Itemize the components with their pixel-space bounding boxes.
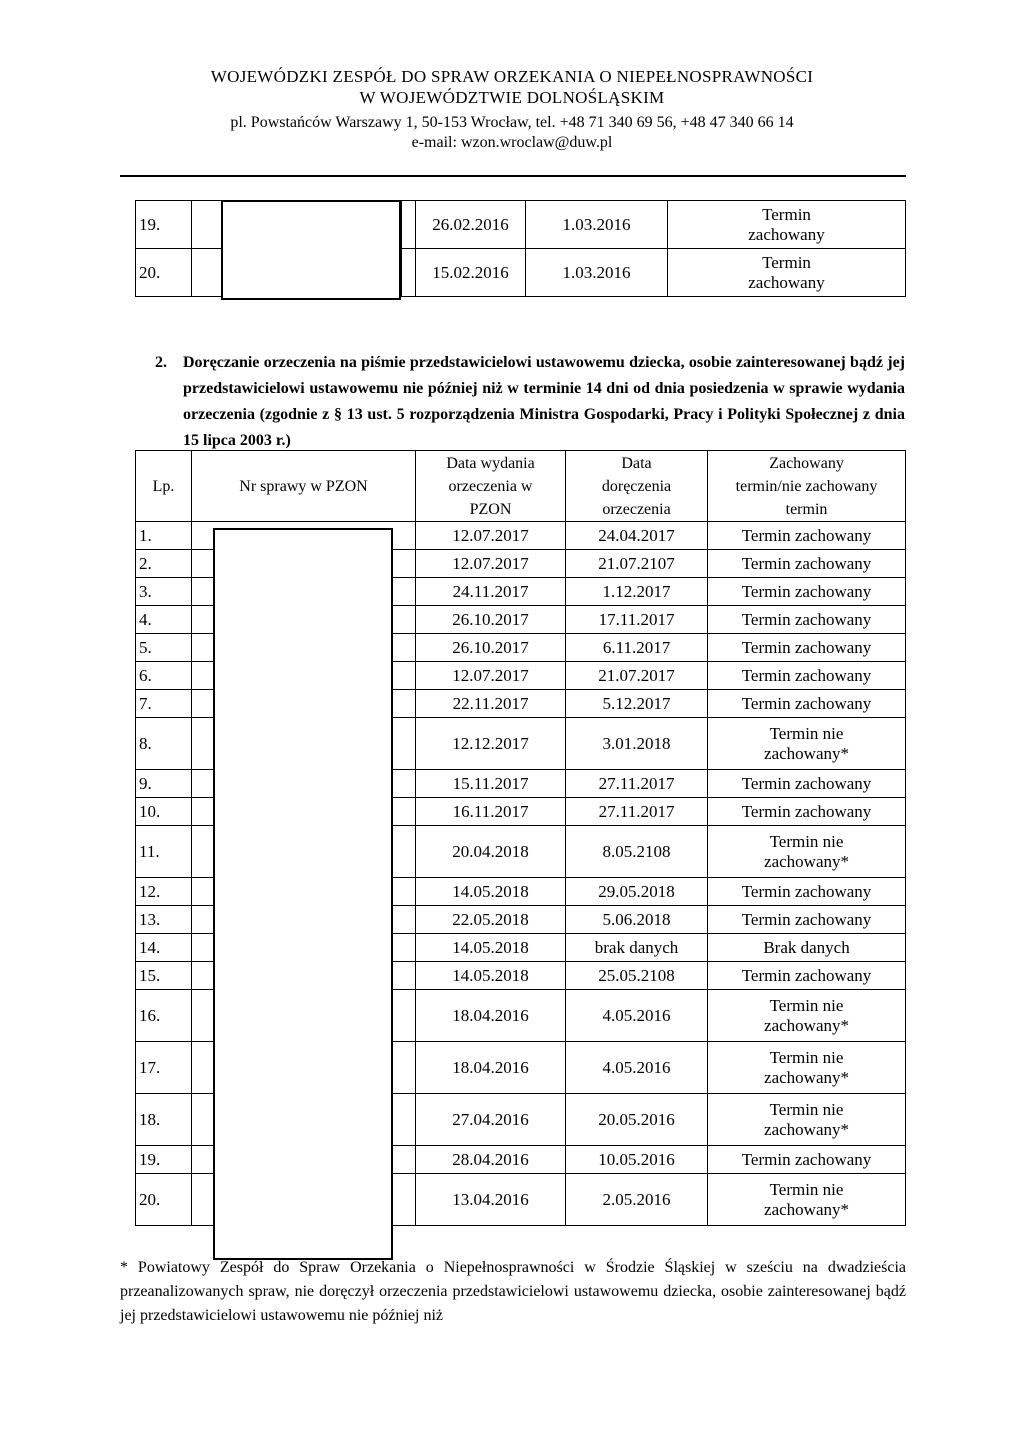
row-lp: 17. [136,1042,192,1094]
row-status [708,662,906,690]
row-delivery-date: 3.01.2018 [566,718,708,770]
row-lp: 6. [136,662,192,690]
row-blank [402,249,416,297]
row-status [708,798,906,826]
row-lp: 20. [136,1174,192,1226]
row-issue-date: 22.11.2017 [416,690,566,718]
row-blank [402,201,416,249]
header-issue-line3: PZON [469,500,512,518]
section-text: Doręczanie orzeczenia na piśmie przedstawicielowi ustawowemu dziecka, osobie zainteresowanej bądź jej przedstawicielowi ustawowemu nie później niż w terminie 14 dni od dnia posiedzenia w sprawie wydania orzeczenia (zgodnie z § 13 ust. 5 rozporządzenia Ministra Gospodarki, Pracy i Polityki Społecznej z dnia 15 lipca 2003 r.) [183,354,905,449]
header-issue-line1: Data wydania [446,454,535,472]
row-lp: 10. [136,798,192,826]
section-2-paragraph [155,350,905,454]
row-status-line2: zachowany [748,272,825,292]
redacted-block [221,200,401,300]
row-status-line1: Termin zachowany [741,1149,872,1169]
header-delivery-line2: doręczenia [601,477,672,495]
header-lp: Lp. [136,451,192,522]
row-status [668,249,906,297]
row-issue-date: 28.04.2016 [416,1146,566,1174]
row-issue-date: 12.07.2017 [416,522,566,550]
row-status-line2: zachowany* [764,743,849,763]
header-delivery-date [566,451,708,522]
row-date-delivered: 1.03.2016 [526,249,668,297]
row-delivery-date: 4.05.2016 [566,1042,708,1094]
row-status [708,906,906,934]
row-status-line1: Termin [762,204,811,224]
row-status [668,201,906,249]
header-case-number: Nr sprawy w PZON [192,451,416,522]
row-status-line1: Termin nie [769,1047,844,1067]
row-status-line1: Brak danych [763,937,850,957]
row-status [708,878,906,906]
header-status-line3: termin [785,500,828,518]
row-lp: 8. [136,718,192,770]
row-delivery-date: 17.11.2017 [566,606,708,634]
row-lp: 12. [136,878,192,906]
row-status-line1: Termin zachowany [741,881,872,901]
row-issue-date: 14.05.2018 [416,962,566,990]
row-status-line1: Termin zachowany [741,801,872,821]
row-issue-date: 16.11.2017 [416,798,566,826]
row-delivery-date: 5.12.2017 [566,690,708,718]
row-status-line1: Termin nie [769,1099,844,1119]
row-status [708,962,906,990]
row-delivery-date: 1.12.2017 [566,578,708,606]
row-status-line2: zachowany* [764,1067,849,1087]
row-status [708,770,906,798]
row-delivery-date: 8.05.2108 [566,826,708,878]
header-delivery-line1: Data [621,454,652,472]
row-issue-date: 12.12.2017 [416,718,566,770]
row-date-issued: 26.02.2016 [416,201,526,249]
row-status [708,1146,906,1174]
institution-name: WOJEWÓDZKI ZESPÓŁ DO SPRAW ORZEKANIA O NIEPEŁNOSPRAWNOŚCI [210,67,814,86]
row-status [708,1094,906,1146]
row-issue-date: 12.07.2017 [416,550,566,578]
section-number: 2. [155,354,167,371]
row-issue-date: 27.04.2016 [416,1094,566,1146]
header-issue-line2: orzeczenia w [448,477,533,495]
row-status [708,550,906,578]
row-lp: 13. [136,906,192,934]
row-status [708,1042,906,1094]
row-issue-date: 18.04.2016 [416,990,566,1042]
row-status-line2: zachowany* [764,1015,849,1035]
header-status-line2: termin/nie zachowany [735,477,878,495]
row-delivery-date: 21.07.2017 [566,662,708,690]
row-delivery-date: 24.04.2017 [566,522,708,550]
row-lp: 1. [136,522,192,550]
row-delivery-date: 20.05.2016 [566,1094,708,1146]
row-delivery-date: 6.11.2017 [566,634,708,662]
row-blank [192,201,222,249]
row-issue-date: 13.04.2016 [416,1174,566,1226]
row-lp: 19. [136,1146,192,1174]
row-status-line1: Termin zachowany [741,909,872,929]
institution-address: pl. Powstańców Warszawy 1, 50-153 Wrocław, tel. +48 71 340 69 56, +48 47 340 66 14 [230,114,794,131]
row-lp: 11. [136,826,192,878]
row-lp: 9. [136,770,192,798]
row-status [708,606,906,634]
row-delivery-date: 2.05.2016 [566,1174,708,1226]
row-lp: 14. [136,934,192,962]
row-delivery-date: brak danych [566,934,708,962]
row-status-line1: Termin nie [769,831,844,851]
header-issue-date [416,451,566,522]
institution-region: W WOJEWÓDZTWIE DOLNOŚLĄSKIM [359,88,665,107]
row-status-line1: Termin zachowany [741,773,872,793]
row-delivery-date: 10.05.2016 [566,1146,708,1174]
table-header-row [136,451,906,522]
row-date-issued: 15.02.2016 [416,249,526,297]
row-issue-date: 18.04.2016 [416,1042,566,1094]
row-delivery-date: 25.05.2108 [566,962,708,990]
row-lp: 15. [136,962,192,990]
row-issue-date: 20.04.2018 [416,826,566,878]
row-issue-date: 14.05.2018 [416,878,566,906]
row-status-line1: Termin zachowany [741,525,872,545]
row-status [708,522,906,550]
row-status [708,826,906,878]
row-lp: 4. [136,606,192,634]
row-status [708,1174,906,1226]
row-issue-date: 12.07.2017 [416,662,566,690]
header-status-line1: Zachowany [769,454,844,472]
row-date-delivered: 1.03.2016 [526,201,668,249]
row-status [708,578,906,606]
row-lp: 2. [136,550,192,578]
row-status-line2: zachowany [748,224,825,244]
row-lp: 16. [136,990,192,1042]
institution-header [0,66,1024,108]
row-lp: 18. [136,1094,192,1146]
row-delivery-date: 5.06.2018 [566,906,708,934]
row-status-line1: Termin zachowany [741,693,872,713]
row-status-line1: Termin nie [769,723,844,743]
row-delivery-date: 21.07.2107 [566,550,708,578]
header-delivery-line3: orzeczenia [602,500,671,518]
row-issue-date: 22.05.2018 [416,906,566,934]
row-delivery-date: 4.05.2016 [566,990,708,1042]
row-lp: 19. [136,201,192,249]
row-status [708,990,906,1042]
row-status [708,634,906,662]
row-status-line1: Termin [762,252,811,272]
row-issue-date: 26.10.2017 [416,634,566,662]
institution-email: e-mail: wzon.wroclaw@duw.pl [411,134,613,151]
institution-contact [0,113,1024,153]
header-deadline-status [708,451,906,522]
row-status-line1: Termin zachowany [741,609,872,629]
row-status-line1: Termin zachowany [741,665,872,685]
row-delivery-date: 29.05.2018 [566,878,708,906]
row-delivery-date: 27.11.2017 [566,798,708,826]
row-status [708,718,906,770]
redacted-block [213,528,393,1260]
row-lp: 20. [136,249,192,297]
row-lp: 5. [136,634,192,662]
row-issue-date: 14.05.2018 [416,934,566,962]
row-issue-date: 15.11.2017 [416,770,566,798]
row-issue-date: 26.10.2017 [416,606,566,634]
row-status-line1: Termin zachowany [741,965,872,985]
row-status-line2: zachowany* [764,851,849,871]
row-lp: 3. [136,578,192,606]
row-blank [192,249,222,297]
header-divider [120,175,906,177]
row-status [708,690,906,718]
row-delivery-date: 27.11.2017 [566,770,708,798]
row-status-line1: Termin zachowany [741,553,872,573]
footnote: * Powiatowy Zespół do Spraw Orzekania o Niepełnosprawności w Środzie Śląskiej w sześciu na dwadzieścia przeanalizowanych spraw, nie doręczył orzeczenia przedstawicielowi ustawowemu dziecka, osobie zainteresowanej bądź jej przedstawicielowi ustawowemu nie później niż [120,1259,906,1324]
row-status-line2: zachowany* [764,1199,849,1219]
row-status-line1: Termin nie [769,995,844,1015]
row-status-line1: Termin zachowany [741,637,872,657]
row-issue-date: 24.11.2017 [416,578,566,606]
row-lp: 7. [136,690,192,718]
row-status-line1: Termin zachowany [741,581,872,601]
row-status-line2: zachowany* [764,1119,849,1139]
row-status-line1: Termin nie [769,1179,844,1199]
row-status [708,934,906,962]
